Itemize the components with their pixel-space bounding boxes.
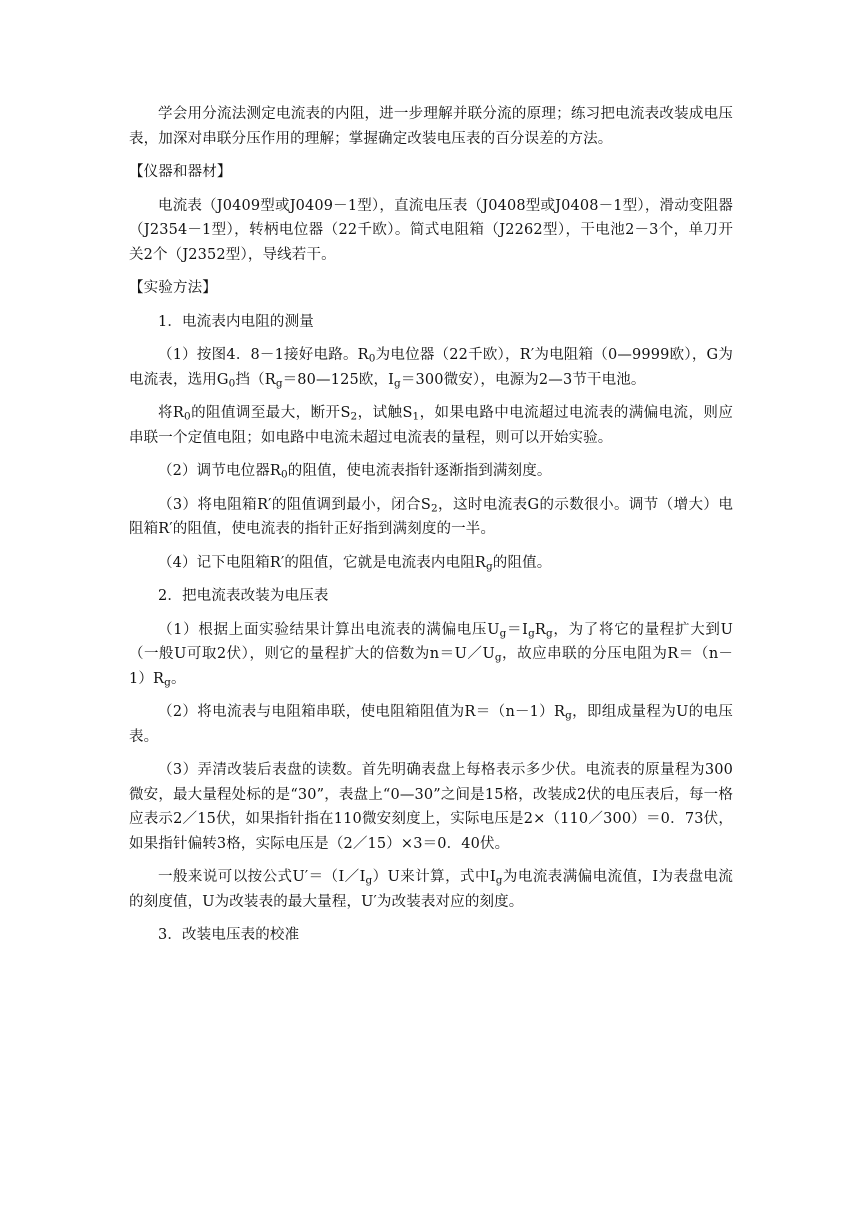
section-2-title: 2．把电流表改装为电压表 <box>158 588 329 604</box>
equipment-paragraph: 电流表（J0409型或J0409－1型），直流电压表（J0408型或J0408－1型），滑动变阻器（J2354－1型），转柄电位器（22千欧）。简式电阻箱（J2262型），干电池2－3个，单刀开关2个（J2352型），导线若干。 <box>129 197 733 263</box>
section-3-title: 3．改装电压表的校准 <box>158 927 300 943</box>
document-body <box>129 102 733 957</box>
step-2-2-paragraph: （2）将电流表与电阻箱串联，使电阻箱阻值为$R=(n-1)R_g$，即组成量程为U的电压表。 <box>129 704 733 745</box>
step-1-note-paragraph: 将$R_0$的阻值调至最大，断开$S_2$，试触$S_1$，如果电路中电流超过电流表的满偏电流，则应串联一个定值电阻；如电路中电流未超过电流表的量程，则可以开始实验。 <box>129 405 733 446</box>
method-heading: 【实验方法】 <box>129 280 217 296</box>
equipment-heading: 【仪器和器材】 <box>129 164 232 180</box>
section-1-title: 1．电流表内电阻的测量 <box>158 313 314 330</box>
step-1-4-paragraph: （4）记下电阻箱R′的阻值，它就是电流表内电阻$R_g$的阻值。 <box>158 554 552 572</box>
step-1-3-paragraph: （3）将电阻箱R′的阻值调到最小，闭合$S_2$，这时电流表G的示数很小。调节（增大）电阻箱R′的阻值，使电流表的指针正好指到满刻度的一半。 <box>129 496 733 537</box>
formula-paragraph: 一般来说可以按公式$U'=(I/I_g)U$来计算，式中$I_g$为电流表满偏电流值，I为表盘电流的刻度值，U为改装表的最大量程，U′为改装表对应的刻度。 <box>129 869 733 910</box>
step-1-1-paragraph: （1）按图4．8－1接好电路。$R_0$为电位器（22千欧），R′为电阻箱（0—9999欧），G为电流表，选用$G_0$挡（$R_g=80—125$欧，$I_g=300$微安），电源为2—3节干电池。 <box>129 347 734 389</box>
intro-paragraph: 学会用分流法测定电流表的内阻，进一步理解并联分流的原理；练习把电流表改装成电压表，加深对串联分压作用的理解；掌握确定改装电压表的百分误差的方法。 <box>129 106 733 147</box>
step-1-2-paragraph: （2）调节电位器$R_0$的阻值，使电流表指针逐渐指到满刻度。 <box>158 463 552 481</box>
step-2-1-paragraph: （1）根据上面实验结果计算出电流表的满偏电压$U_g=I_gR_g$，为了将它的量程扩大到U（一般U可取2伏），则它的量程扩大的倍数为$n=U/U_g$，故应串联的分压电阻为$R=(n-1)R_g$。 <box>129 621 733 688</box>
step-2-3-paragraph: （3）弄清改装后表盘的读数。首先明确表盘上每格表示多少伏。电流表的原量程为300微安，最大量程处标的是“30”，表盘上“0—30”之间是15格，改装成2伏的电压表后，每一格应表示2／15伏，如果指针指在110微安刻度上，实际电压是2×（110／300）＝0．73伏，如果指针偏转3格，实际电压是（2／15）×3＝0．40伏。 <box>129 762 733 852</box>
